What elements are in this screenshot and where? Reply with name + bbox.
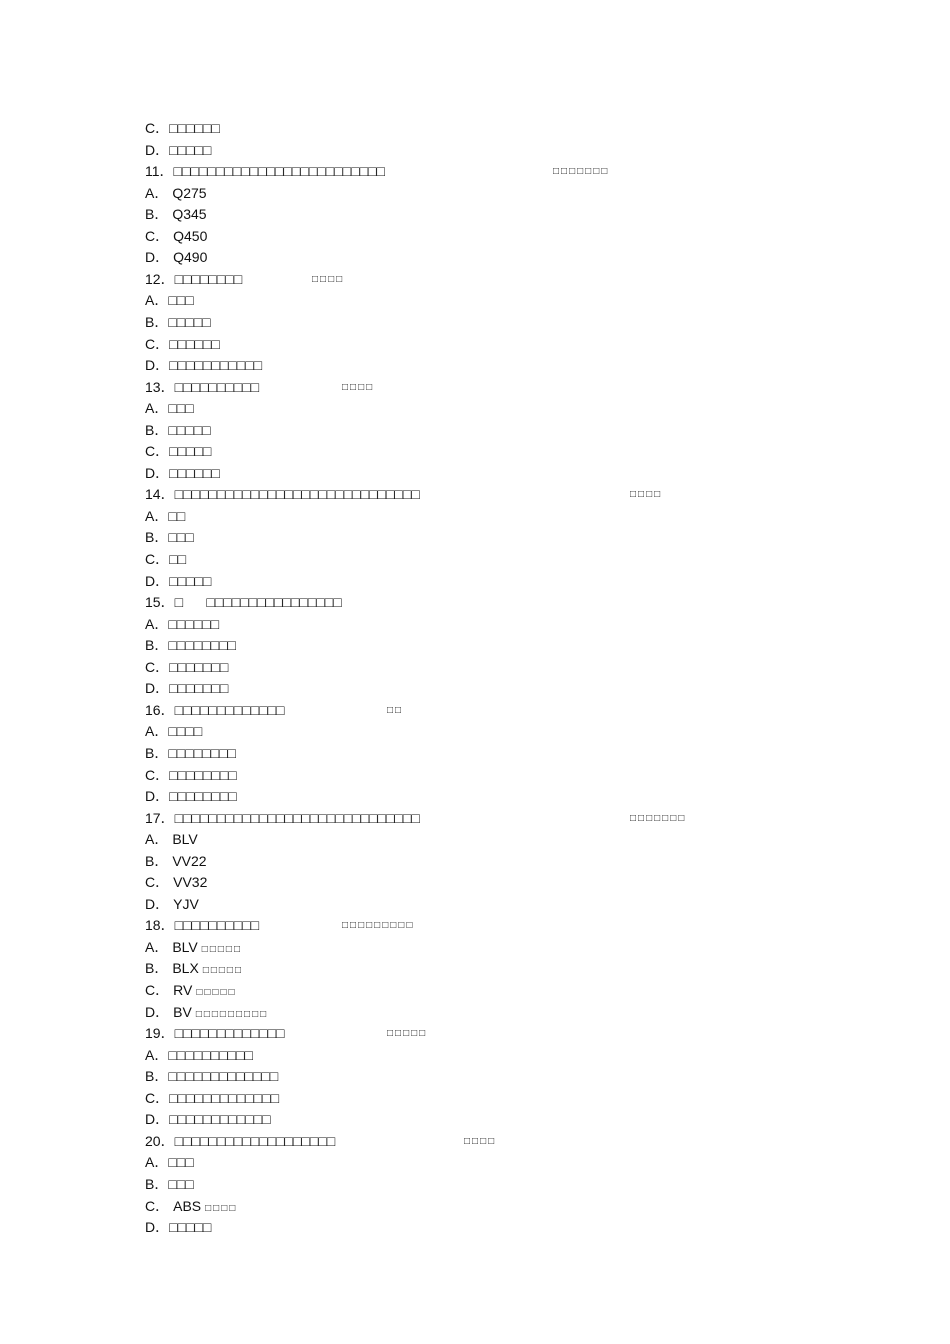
answer-blank-text: □□ [387,704,404,716]
option-suffix: □□□□ [205,1202,238,1214]
option-letter: C． [145,982,170,998]
answer-option [145,312,211,334]
answer-option [145,549,186,571]
option-text: C．□□□□□ [145,443,212,460]
option-value: BLV [172,831,198,848]
question-text: 16．□□□□□□□□□□□□□ [145,701,285,718]
option-letter: C． [145,874,170,891]
answer-option [145,1152,194,1174]
option-text: B．□□□□□□□□ [145,637,236,654]
question-line [145,915,259,937]
option-text: C．□□□□□□ [145,120,220,136]
answer-option [145,506,185,528]
question-text: 12．□□□□□□□□ [145,270,243,287]
option-letter: B． [145,852,169,869]
answer-option [145,1174,194,1196]
answer-option [145,1217,211,1239]
answer-blank-text: □□□□ [464,1135,497,1147]
option-text: C．□□□□□□□□ [145,766,237,783]
option-text: C．□□ [145,551,187,567]
option-text: D．□□□□□□ [145,464,220,481]
question-text: 15．□ □□□□□□□□□□□□□□□□ [145,594,342,611]
answer-blank-text: □□□□ [630,489,663,501]
option-letter: A． [145,938,169,955]
option-value: BLX [172,960,199,977]
question-text: 20．□□□□□□□□□□□□□□□□□□□ [145,1132,336,1149]
option-letter: B． [145,206,169,223]
question-line [145,484,420,506]
answer-option [145,204,207,226]
option-letter: A． [145,184,169,201]
answer-option [145,851,207,873]
answer-option [145,463,220,485]
answer-option [145,1109,271,1131]
question-text: 13．□□□□□□□□□□ [145,378,260,395]
answer-option [145,355,262,377]
answer-option [145,894,199,916]
answer-option [145,635,236,657]
answer-option [145,980,237,1002]
option-suffix: □□□□□□□□□ [195,1008,269,1020]
option-value: BLV [172,938,198,955]
option-text: A．□□□□ [145,723,203,740]
option-text: A．□□□ [145,292,194,309]
option-text: D．□□□□□ [145,1219,212,1236]
answer-option [145,786,237,808]
option-letter: D． [145,1003,170,1020]
question-line [145,377,259,399]
option-value: VV32 [173,874,208,891]
answer-option [145,1196,237,1218]
answer-option [145,527,194,549]
option-letter: D． [145,249,170,266]
option-value: YJV [173,895,199,912]
answer-option [145,678,228,700]
option-text: C．□□□□□□ [145,335,220,352]
option-suffix: □□□□□ [201,943,242,955]
answer-blank-text: □□□□ [312,273,345,285]
option-text: A．□□□□□□□□□□ [145,1046,253,1063]
option-suffix: □□□□□ [202,965,244,977]
question-line [145,1131,335,1153]
question-line [145,700,285,722]
option-text: A．□□ [145,507,186,524]
answer-option [145,398,194,420]
option-text: D．□□□□□□□ [145,680,229,697]
option-text: B．□□□□□□□□ [145,744,236,761]
option-text: B．□□□ [145,1175,194,1192]
question-text: 14．□□□□□□□□□□□□□□□□□□□□□□□□□□□□□ [145,486,420,503]
option-text: D．□□□□□□□□ [145,788,237,805]
question-line [145,592,342,614]
option-letter: C． [145,1197,170,1214]
option-value: Q345 [172,206,207,223]
answer-blank-text: □□□□□ [387,1028,428,1040]
answer-option [145,183,207,205]
answer-option [145,765,237,787]
answer-option [145,420,211,442]
option-text: A．□□□ [145,400,194,417]
answer-option [145,290,194,312]
answer-option [145,937,242,959]
question-line [145,808,420,830]
option-text: B．□□□□□□□□□□□□□ [145,1068,279,1085]
option-text: B．□□□□□ [145,313,211,330]
option-letter: D． [145,895,170,912]
option-suffix: □□□□□ [196,987,237,998]
answer-option [145,1088,279,1110]
question-text: 17．□□□□□□□□□□□□□□□□□□□□□□□□□□□□□ [145,809,420,826]
option-value: RV [173,982,193,998]
answer-blank-text: □□□□□□□ [630,812,687,824]
answer-option [145,118,220,140]
answer-option [145,334,220,356]
answer-option [145,657,228,679]
answer-option [145,226,207,248]
question-line [145,1023,285,1045]
option-letter: A． [145,831,169,848]
option-text: C．□□□□□□□ [145,658,229,675]
question-text: 11．□□□□□□□□□□□□□□□□□□□□□□□□□ [145,163,385,180]
option-text: B．□□□ [145,529,194,546]
option-value: ABS [173,1197,202,1214]
answer-option [145,743,236,765]
answer-option [145,140,211,162]
answer-option [145,1045,253,1067]
answer-option [145,721,202,743]
option-value: VV22 [172,852,207,869]
answer-option [145,1002,268,1024]
answer-option [145,958,243,980]
option-text: D．□□□□□□□□□□□□ [145,1111,271,1128]
answer-option [145,247,207,269]
option-letter: B． [145,960,169,977]
answer-option [145,614,219,636]
answer-blank-text: □□□□□□□□□ [342,920,415,932]
option-text: D．□□□□□□□□□□□ [145,357,263,374]
option-value: BV [173,1003,192,1020]
question-text: 19．□□□□□□□□□□□□□ [145,1025,285,1042]
option-value: Q450 [173,227,208,244]
option-text: D．□□□□□ [145,572,212,589]
option-text: C．□□□□□□□□□□□□□ [145,1089,280,1106]
question-text: 18．□□□□□□□□□□ [145,917,260,934]
question-line [145,269,242,291]
option-value: Q275 [172,184,207,201]
option-letter: C． [145,227,170,244]
answer-option [145,872,207,894]
answer-blank-text: □□□□ [342,381,375,393]
answer-blank-text: □□□□□□□ [553,166,610,178]
option-text: A．□□□□□□ [145,615,220,632]
answer-option [145,1066,278,1088]
option-text: D．□□□□□ [145,141,212,158]
option-text: A．□□□ [145,1154,194,1171]
answer-option [145,571,211,593]
option-value: Q490 [173,249,208,266]
option-text: B．□□□□□ [145,421,211,438]
answer-option [145,441,211,463]
answer-option [145,829,198,851]
question-line [145,161,385,183]
